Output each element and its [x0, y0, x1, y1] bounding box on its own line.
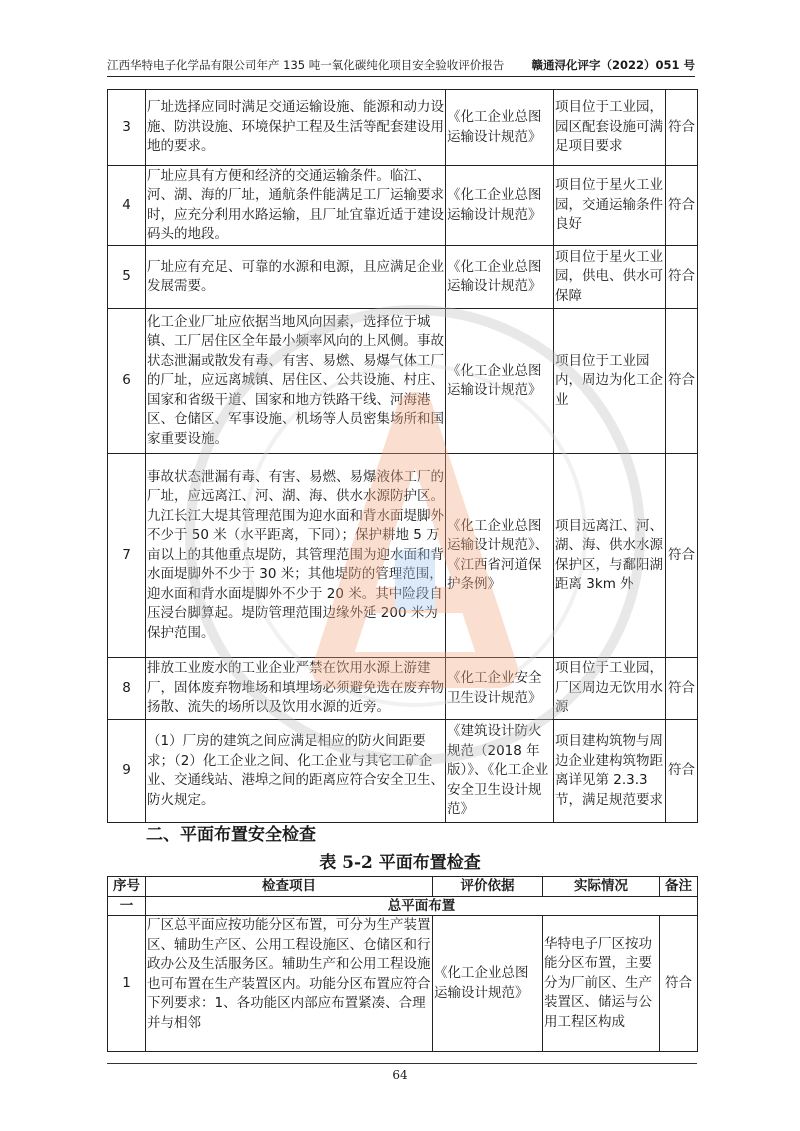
- actual-situation: 华特电子厂区按功能分区布置，主要分为厂前区、生产装置区、储运与公用工程区构成: [543, 916, 660, 1052]
- check-item: 事故状态泄漏有毒、有害、易燃、易爆液体工厂的厂址，应远离江、河、湖、海、供水水源防护区。九江长江大堤其管理范围为迎水面和背水面堤脚外不少于 50 米（水平距离，下同）；保护耕地 5 万亩以上的其他重点堤防，其管理范围为迎水面和背水面堤脚外不少于 30 米；其他堤防的管理范围，迎水面和背水面堤脚外不少于 20 米。其中险段自压浸台脚算起。堤防管理范围边缘外延 200 米为保护范围。: [146, 454, 446, 658]
- actual-situation: 项目远离江、河、湖、海、供水水源保护区，与鄱阳湖距离 3km 外: [554, 454, 666, 658]
- actual-situation: 项目位于工业园，园区配套设施可满足项目要求: [554, 90, 666, 166]
- check-result: 符合: [666, 658, 698, 720]
- table-row: [108, 720, 698, 823]
- row-number: 5: [108, 246, 146, 309]
- check-item: 排放工业废水的工业企业严禁在饮用水源上游建厂，固体废弃物堆场和填埋场必须避免选在废弃物扬散、流失的场所以及饮用水源的近旁。: [146, 658, 446, 720]
- check-result: 符合: [666, 90, 698, 166]
- section-title: 二、平面布置安全检查: [146, 825, 316, 845]
- check-item: 厂址应具有方便和经济的交通运输条件。临江、河、湖、海的厂址，通航条件能满足工厂运输要求时，应充分利用水路运输，且厂址宜靠近适于建设码头的地段。: [146, 166, 446, 246]
- header-no: 序号: [108, 877, 146, 897]
- group-row: [108, 897, 698, 916]
- page-number: 64: [392, 1068, 408, 1082]
- row-number: 6: [108, 309, 146, 454]
- table-row: [108, 246, 698, 309]
- row-number: 1: [108, 916, 146, 1052]
- header-remark: 备注: [660, 877, 698, 897]
- check-item: 厂址选择应同时满足交通运输设施、能源和动力设施、防洪设施、环境保护工程及生活等配套建设用地的要求。: [146, 90, 446, 166]
- check-result: 符合: [666, 720, 698, 823]
- actual-situation: 项目位于工业园内，周边为化工企业: [554, 309, 666, 454]
- group-number: 一: [108, 897, 146, 916]
- actual-situation: 项目位于星火工业园，交通运输条件良好: [554, 166, 666, 246]
- page-header: [107, 54, 695, 77]
- group-label: 总平面布置: [146, 897, 698, 916]
- evaluation-basis: 《化工企业总图运输设计规范》: [446, 166, 554, 246]
- table-caption: 表 5-2 平面布置检查: [319, 853, 481, 873]
- check-result: 符合: [660, 916, 698, 1052]
- check-item: 厂址应有充足、可靠的水源和电源，且应满足企业发展需要。: [146, 246, 446, 309]
- check-result: 符合: [666, 309, 698, 454]
- actual-situation: 项目位于工业园，厂区周边无饮用水源: [554, 658, 666, 720]
- layout-check-table: [107, 876, 698, 1052]
- evaluation-basis: 《化工企业总图运输设计规范》: [446, 90, 554, 166]
- evaluation-basis: 《化工企业总图运输设计规范》、《江西省河道保护条例》: [446, 454, 554, 658]
- actual-situation: 项目位于星火工业园，供电、供水可保障: [554, 246, 666, 309]
- check-result: 符合: [666, 166, 698, 246]
- table-row: [108, 454, 698, 658]
- evaluation-basis: 《化工企业总图运输设计规范》: [446, 309, 554, 454]
- evaluation-basis: 《化工企业安全卫生设计规范》: [446, 658, 554, 720]
- check-item: 化工企业厂址应依据当地风向因素，选择位于城镇、工厂居住区全年最小频率风向的上风侧。事故状态泄漏或散发有毒、有害、易燃、易爆气体工厂的厂址，应远离城镇、居住区、公共设施、村庄、国家和省级干道、国家和地方铁路干线、河海港区、仓储区、军事设施、机场等人员密集场所和国家重要设施。: [146, 309, 446, 454]
- check-result: 符合: [666, 454, 698, 658]
- row-number: 7: [108, 454, 146, 658]
- table-row: [108, 90, 698, 166]
- row-number: 8: [108, 658, 146, 720]
- header-basis: 评价依据: [433, 877, 543, 897]
- site-selection-table: [107, 89, 698, 823]
- evaluation-basis: 《化工企业总图运输设计规范》: [433, 916, 543, 1052]
- row-number: 4: [108, 166, 146, 246]
- check-item: （1）厂房的建筑之间应满足相应的防火间距要求；（2）化工企业之间、化工企业与其它工矿企业、交通线站、港埠之间的距离应符合安全卫生、防火规定。: [146, 720, 446, 823]
- evaluation-basis: 《化工企业总图运输设计规范》: [446, 246, 554, 309]
- header-document-number: 赣通浔化评字（2022）051 号: [531, 58, 695, 72]
- header-actual: 实际情况: [543, 877, 660, 897]
- header-item: 检查项目: [146, 877, 433, 897]
- row-number: 9: [108, 720, 146, 823]
- check-result: 符合: [666, 246, 698, 309]
- actual-situation: 项目建构筑物与周边企业建构筑物距离详见第 2.3.3 节，满足规范要求: [554, 720, 666, 823]
- check-item: 厂区总平面应按功能分区布置，可分为生产装置区、辅助生产区、公用工程设施区、仓储区和行政办公及生活服务区。辅助生产和公用工程设施也可布置在生产装置区内。功能分区布置应符合下列要求：1、各功能区内部应布置紧凑、合理并与相邻: [146, 916, 433, 1052]
- table-header-row: [108, 877, 698, 897]
- table-row: [108, 916, 698, 1052]
- table-row: [108, 658, 698, 720]
- row-number: 3: [108, 90, 146, 166]
- footer-divider: [107, 1063, 697, 1064]
- evaluation-basis: 《建筑设计防火规范（2018 年版）》、《化工企业安全卫生设计规范》: [446, 720, 554, 823]
- table-row: [108, 309, 698, 454]
- header-report-title: 江西华特电子化学品有限公司年产 135 吨一氧化碳纯化项目安全验收评价报告: [107, 58, 505, 72]
- table-row: [108, 166, 698, 246]
